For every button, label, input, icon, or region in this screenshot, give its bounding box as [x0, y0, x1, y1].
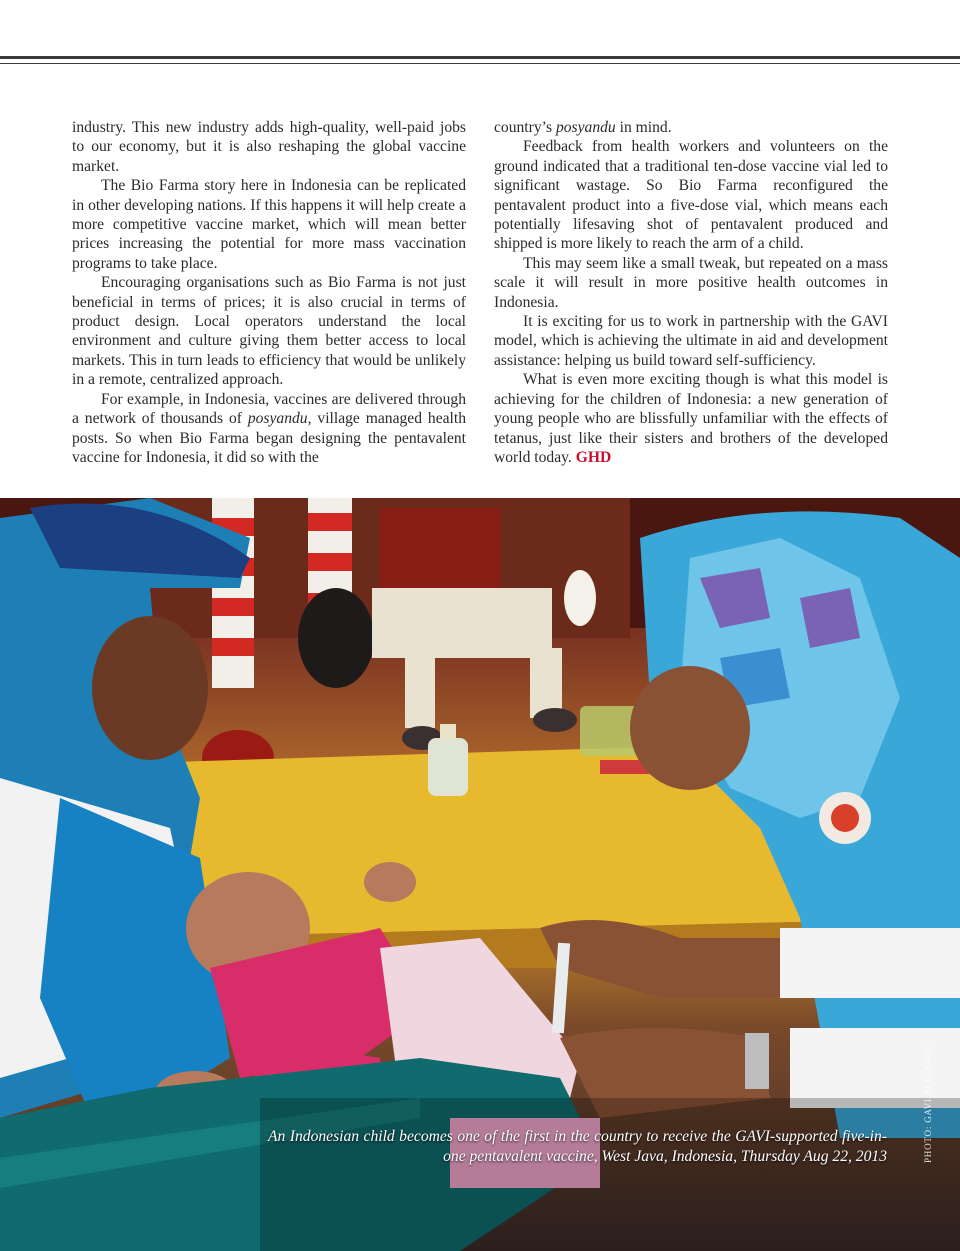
article-paragraph: This may seem like a small tweak, but repeated on a mass scale it will result in more positive health outcomes in Indonesia.	[494, 254, 888, 311]
article-left-column	[72, 118, 466, 467]
text-run: For example, in Indonesia, vaccines are delivered through a network of thousands of	[72, 390, 466, 428]
article-paragraph: It is exciting for us to work in partnership with the GAVI model, which is achieving the ultimate in aid and development assistance: helping us build toward self-sufficiency.	[494, 313, 888, 369]
text-run: in mind.	[615, 119, 672, 136]
article-paragraph: Encouraging organisations such as Bio Farma is not just beneficial in terms of prices; it is also crucial in terms of product design. Local operators understand the local environment and culture giving them better access to local markets. This in turn leads to efficiency that would be unlikely in a remote, centralized approach.	[72, 274, 466, 389]
text-run: country’s	[494, 119, 556, 136]
article-paragraph	[72, 390, 466, 468]
photo-credit: PHOTO: GAVI ALLIANCE	[923, 1044, 933, 1163]
photo-caption: An Indonesian child becomes one of the first in the country to receive the GAVI-supported five-in-one pentavalent vaccine, West Java, Indonesia, Thursday Aug 22, 2013	[268, 1128, 887, 1165]
article-paragraph: The Bio Farma story here in Indonesia can be replicated in other developing nations. If this happens it will help create a more competitive vaccine market, which will mean better prices increasing the potential for more mass vaccination programs to take place.	[72, 177, 466, 272]
article-right-column	[494, 118, 888, 467]
top-rule	[0, 56, 960, 64]
article-paragraph: Feedback from health workers and volunteers on the ground indicated that a traditional ten-dose vaccine vial led to significant wastage. So Bio Farma reconfigured the pentavalent product into a five-dose vial, which means each potentially lifesaving shot of pentavalent produced and shipped is more likely to reach the arm of a child.	[494, 138, 888, 253]
text-run: , village managed health posts. So when Bio Farma began designing the pentavalent vaccine for Indonesia, it did so with the	[72, 410, 466, 466]
article-paragraph	[494, 118, 888, 137]
text-run: What is even more exciting though is what this model is achieving for the children of Indonesia: a new generation of young people who are blissfully unfamiliar with the effects of tetanus, just like their sisters and brothers of the developed world today.	[494, 371, 888, 466]
signoff: GHD	[575, 448, 612, 466]
italic-term: posyandu	[247, 410, 308, 428]
article-paragraph	[494, 370, 888, 467]
italic-term: posyandu	[555, 119, 616, 136]
article-paragraph: industry. This new industry adds high-quality, well-paid jobs to our economy, but it is also reshaping the global vaccine market.	[72, 119, 466, 175]
